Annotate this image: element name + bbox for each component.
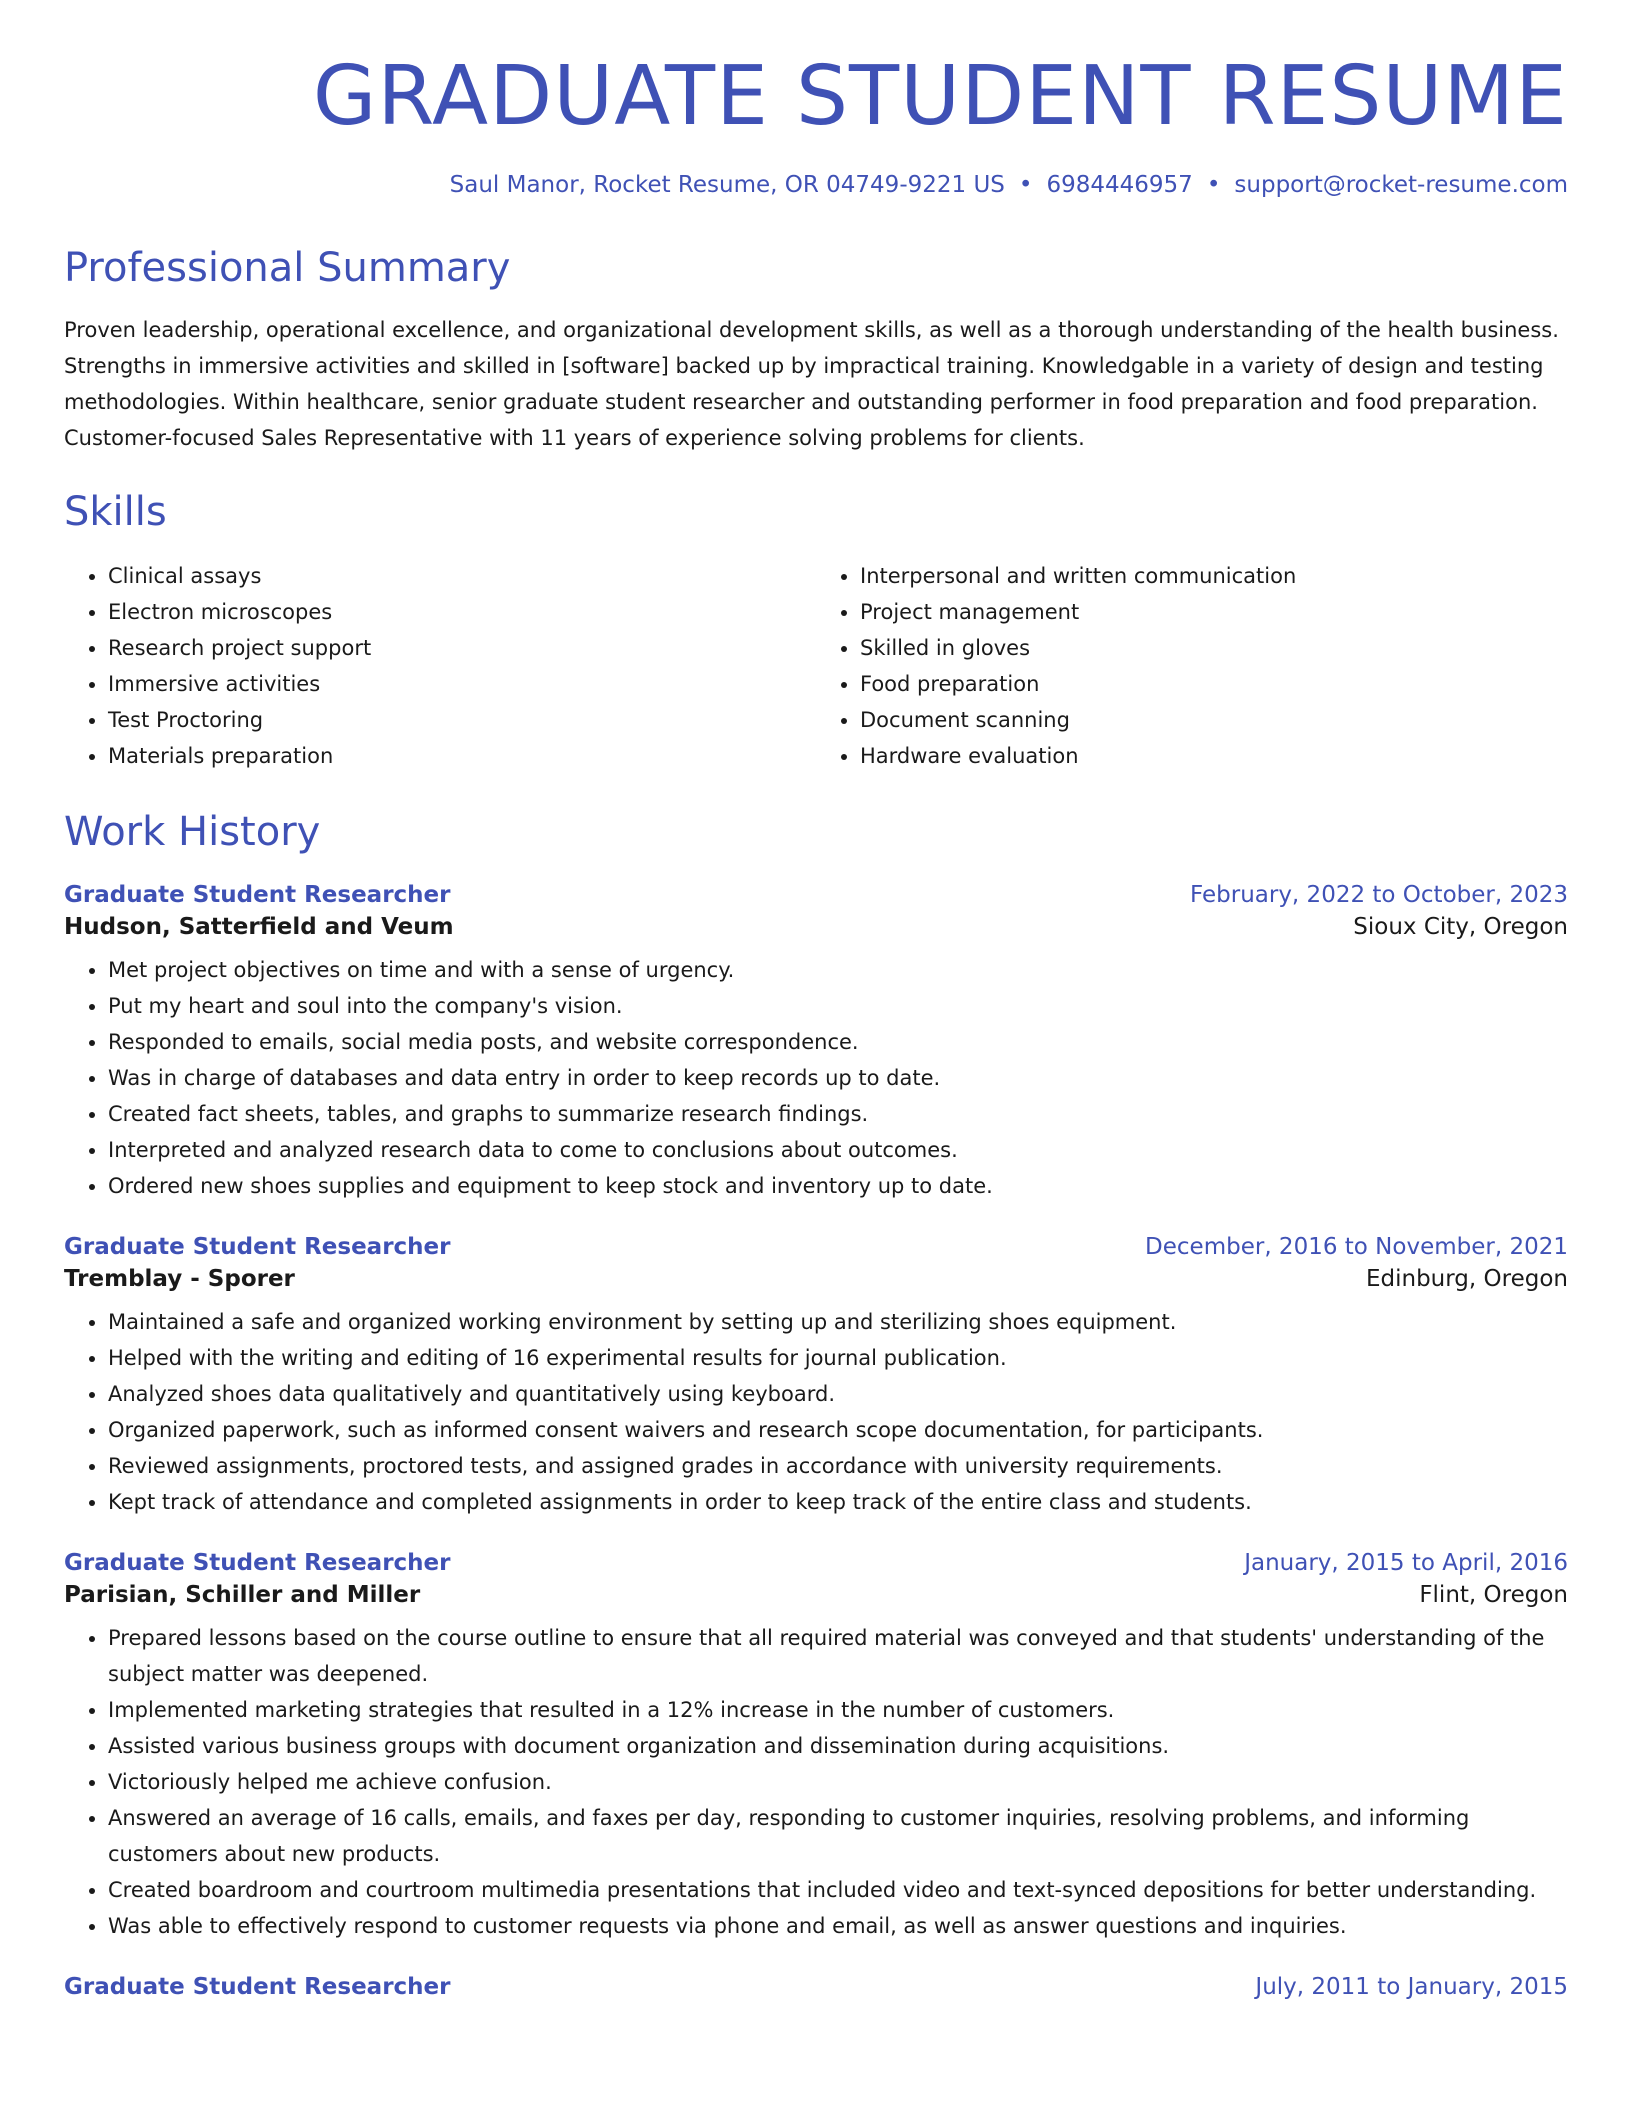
work-history-heading: Work History bbox=[64, 808, 321, 855]
contact-line bbox=[64, 172, 1568, 200]
job-bullet: • Maintained a safe and organized working environment by setting up and sterilizing shoes equipment. bbox=[108, 1304, 1568, 1340]
job-bullet: • Kept track of attendance and completed assignments in order to keep track of the entire class and students. bbox=[108, 1484, 1568, 1520]
skill-item: • Research project support bbox=[108, 630, 816, 666]
job-header bbox=[64, 1234, 1568, 1260]
job-title: Graduate Student Researcher bbox=[64, 1233, 451, 1260]
skill-item: • Test Proctoring bbox=[108, 702, 816, 738]
job-dates: January, 2015 to April, 2016 bbox=[1244, 1549, 1568, 1576]
job-bullet: • Was in charge of databases and data entry in order to keep records up to date. bbox=[108, 1060, 1568, 1096]
skill-item: • Project management bbox=[860, 594, 1568, 630]
job-bullet: • Reviewed assignments, proctored tests, and assigned grades in accordance with university requirements. bbox=[108, 1448, 1568, 1484]
job-entry bbox=[64, 1234, 1568, 1520]
job-bullet: • Was able to effectively respond to customer requests via phone and email, as well as answer questions and inquiries. bbox=[108, 1908, 1568, 1944]
skill-item: • Interpersonal and written communication bbox=[860, 558, 1568, 594]
job-company: Hudson, Satterfield and Veum bbox=[64, 913, 454, 940]
skill-item: • Electron microscopes bbox=[108, 594, 816, 630]
skills-list bbox=[64, 558, 1568, 774]
skill-item: • Food preparation bbox=[860, 666, 1568, 702]
job-bullet: • Ordered new shoes supplies and equipment to keep stock and inventory up to date. bbox=[108, 1168, 1568, 1204]
job-entry bbox=[64, 1974, 1568, 2000]
skill-item: • Skilled in gloves bbox=[860, 630, 1568, 666]
job-bullet: • Created boardroom and courtroom multimedia presentations that included video and text-synced depositions for better understanding. bbox=[108, 1872, 1568, 1908]
job-title: Graduate Student Researcher bbox=[64, 1973, 451, 2000]
job-subheader bbox=[64, 1576, 1568, 1608]
skills-column-left bbox=[64, 558, 816, 774]
job-bullet: • Helped with the writing and editing of 16 experimental results for journal publication. bbox=[108, 1340, 1568, 1376]
job-bullet: • Analyzed shoes data qualitatively and quantitatively using keyboard. bbox=[108, 1376, 1568, 1412]
summary-text: Proven leadership, operational excellence, and organizational development skills, as well as a thorough understanding of the health business. Strengths in immersive activities and skilled in [software] backed up by impractical training. Knowledgable in a variety of design and testing methodologies. Within healthcare, senior graduate student researcher and outstanding performer in food preparation and food preparation. Customer-focused Sales Representative with 11 years of experience solving problems for clients. bbox=[64, 317, 1559, 450]
contact-address: Saul Manor, Rocket Resume, OR 04749-9221 US bbox=[449, 172, 1005, 199]
job-bullet: • Responded to emails, social media posts, and website correspondence. bbox=[108, 1024, 1568, 1060]
job-bullets bbox=[64, 1304, 1568, 1520]
job-bullet: • Put my heart and soul into the company's vision. bbox=[108, 988, 1568, 1024]
job-location: Flint, Oregon bbox=[1419, 1581, 1568, 1608]
job-entry bbox=[64, 882, 1568, 1204]
job-location: Sioux City, Oregon bbox=[1353, 913, 1568, 940]
job-header bbox=[64, 1974, 1568, 2000]
skill-item: • Clinical assays bbox=[108, 558, 816, 594]
job-bullet: • Answered an average of 16 calls, emails, and faxes per day, responding to customer inquiries, resolving problems, and informing customers about new products. bbox=[108, 1800, 1568, 1872]
skill-item: • Immersive activities bbox=[108, 666, 816, 702]
job-header bbox=[64, 882, 1568, 908]
skill-item: • Hardware evaluation bbox=[860, 738, 1568, 774]
contact-phone: 6984446957 bbox=[1046, 172, 1193, 199]
contact-separator: • bbox=[1018, 172, 1033, 199]
skills-column-right bbox=[816, 558, 1568, 774]
job-bullet: • Prepared lessons based on the course outline to ensure that all required material was conveyed and that students' understanding of the subject matter was deepened. bbox=[108, 1620, 1568, 1692]
job-bullet: • Assisted various business groups with document organization and dissemination during acquisitions. bbox=[108, 1728, 1568, 1764]
job-bullet: • Created fact sheets, tables, and graphs to summarize research findings. bbox=[108, 1096, 1568, 1132]
skills-heading: Skills bbox=[64, 488, 167, 535]
job-bullet: • Implemented marketing strategies that resulted in a 12% increase in the number of customers. bbox=[108, 1692, 1568, 1728]
job-dates: December, 2016 to November, 2021 bbox=[1145, 1233, 1568, 1260]
job-bullet: • Victoriously helped me achieve confusion. bbox=[108, 1764, 1568, 1800]
job-subheader bbox=[64, 1260, 1568, 1292]
job-bullet: • Organized paperwork, such as informed consent waivers and research scope documentation, for participants. bbox=[108, 1412, 1568, 1448]
job-dates: July, 2011 to January, 2015 bbox=[1255, 1973, 1568, 2000]
job-title: Graduate Student Researcher bbox=[64, 1549, 451, 1576]
skill-item: • Document scanning bbox=[860, 702, 1568, 738]
contact-email: support@rocket-resume.com bbox=[1234, 172, 1568, 199]
job-bullets bbox=[64, 1620, 1568, 1944]
contact-separator: • bbox=[1206, 172, 1221, 199]
job-company: Tremblay - Sporer bbox=[64, 1265, 295, 1292]
job-title: Graduate Student Researcher bbox=[64, 881, 451, 908]
job-header bbox=[64, 1550, 1568, 1576]
job-entry bbox=[64, 1550, 1568, 1944]
job-location: Edinburg, Oregon bbox=[1365, 1265, 1568, 1292]
page-title: GRADUATE STUDENT RESUME bbox=[312, 49, 1568, 144]
job-bullet: • Interpreted and analyzed research data to come to conclusions about outcomes. bbox=[108, 1132, 1568, 1168]
summary-heading: Professional Summary bbox=[64, 244, 511, 291]
job-subheader bbox=[64, 908, 1568, 940]
job-bullets bbox=[64, 952, 1568, 1204]
job-dates: February, 2022 to October, 2023 bbox=[1190, 881, 1568, 908]
skill-item: • Materials preparation bbox=[108, 738, 816, 774]
job-company: Parisian, Schiller and Miller bbox=[64, 1581, 421, 1608]
job-bullet: • Met project objectives on time and with a sense of urgency. bbox=[108, 952, 1568, 988]
